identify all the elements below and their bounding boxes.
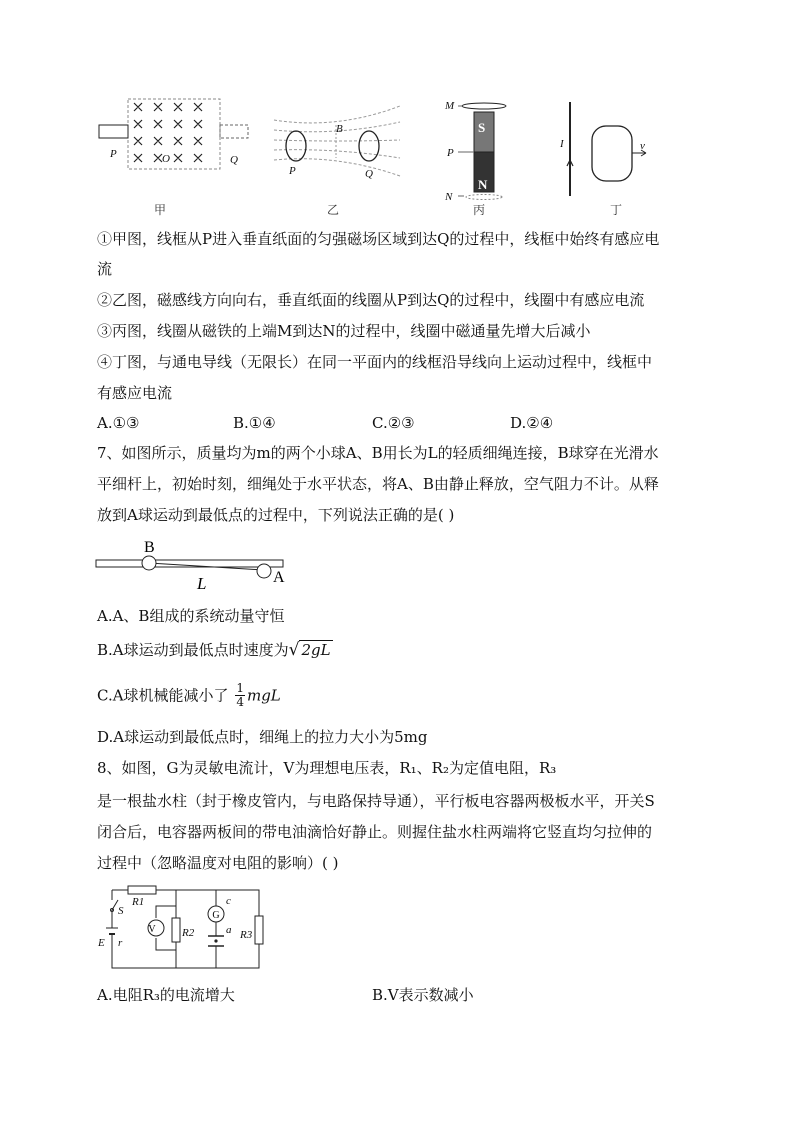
fraction-denominator: 4: [236, 695, 244, 709]
label-Q: Q: [230, 154, 238, 166]
figure-bing: [442, 96, 512, 202]
caption-jia: 甲: [154, 203, 167, 217]
fraction-numerator: 1: [236, 681, 244, 695]
q7-option-d[interactable]: D.A球运动到最低点时，细绳上的拉力大小为5mg: [97, 728, 428, 746]
coil-P: [286, 131, 306, 161]
q7-option-b-text: B.A球运动到最低点时速度为: [97, 641, 289, 659]
ball-A: [257, 564, 271, 578]
label-V: V: [148, 924, 156, 935]
q7-option-b-expr: 2gL: [301, 641, 331, 659]
label-P: P: [447, 147, 454, 159]
label-Q: Q: [365, 168, 373, 180]
oil-drop: [214, 939, 217, 942]
q7-option-b[interactable]: [97, 640, 333, 660]
loop-Q: [220, 125, 248, 138]
coil-M: [462, 103, 506, 109]
caption-yi: 乙: [327, 203, 340, 217]
pole-N: N: [478, 177, 488, 192]
sqrt-icon: √: [288, 640, 300, 660]
label-c: c: [226, 895, 231, 907]
label-r: r: [118, 937, 123, 949]
statement-4: ④丁图，与通电导线（无限长）在同一平面内的线框沿导线向上运动过程中，线框中: [97, 353, 653, 371]
label-I: I: [560, 138, 564, 150]
label-B: B: [336, 123, 343, 135]
caption-ding: 丁: [610, 203, 623, 217]
q7-option-a[interactable]: A.A、B组成的系统动量守恒: [97, 607, 285, 625]
q8-stem-line2: 是一根盐水柱（封于橡皮管内，与电路保持导通），平行板电容器两极板水平，开关S: [97, 792, 655, 810]
label-E: E: [98, 937, 105, 949]
label-a: a: [226, 924, 232, 936]
label-O: O: [162, 153, 170, 165]
statement-3: ③丙图，线圈从磁铁的上端M到达N的过程中，线圈中磁通量先增大后减小: [97, 322, 591, 340]
label-S: S: [118, 905, 124, 917]
q8-option-b[interactable]: B.V表示数减小: [372, 986, 474, 1004]
q8-stem-line1: 8、如图，G为灵敏电流计，V为理想电压表，R₁、R₂为定值电阻，R₃: [97, 759, 557, 777]
q6-option-d[interactable]: D.②④: [510, 414, 554, 432]
q8-stem-line4: 过程中（忽略温度对电阻的影响）( ): [97, 854, 339, 872]
label-P: P: [289, 165, 296, 177]
resistor-R2: [172, 918, 180, 942]
label-B: B: [144, 539, 155, 556]
q8-stem-line3: 闭合后，电容器两板间的带电油滴恰好静止。则握住盐水柱两端将它竖直均匀拉伸的: [97, 823, 653, 841]
label-L: L: [197, 574, 207, 593]
statement-1: ①甲图，线框从P进入垂直纸面的匀强磁场区域到达Q的过程中，线框中始终有感应电: [97, 230, 660, 248]
label-A: A: [273, 569, 285, 586]
q6-option-c[interactable]: C.②③: [372, 414, 415, 432]
figure-jia: [96, 96, 256, 196]
loop-P: [99, 125, 128, 138]
pole-S: S: [478, 120, 486, 135]
q6-option-a[interactable]: A.①③: [97, 414, 140, 432]
q8-option-a[interactable]: A.电阻R₃的电流增大: [97, 986, 235, 1004]
label-R3: R3: [240, 929, 253, 941]
coil-Q: [359, 131, 379, 161]
q7-stem-line3: 放到A球运动到最低点的过程中，下列说法正确的是( ): [97, 506, 455, 524]
label-v: v: [640, 140, 645, 152]
q7-option-c-text: C.A球机械能减小了: [97, 686, 229, 705]
resistor-R1: [128, 886, 156, 894]
resistor-R3: [255, 916, 263, 944]
label-R2: R2: [182, 927, 195, 939]
label-M: M: [445, 100, 455, 112]
statement-1-cont: 流: [97, 260, 113, 278]
statement-2: ②乙图，磁感线方向向右，垂直纸面的线圈从P到达Q的过程中，线圈中有感应电流: [97, 291, 645, 309]
q8-circuit: [94, 880, 274, 975]
q7-figure: [94, 535, 294, 595]
figure-yi: [272, 100, 402, 185]
statement-4-cont: 有感应电流: [97, 384, 173, 402]
caption-bing: 丙: [473, 203, 486, 217]
label-N: N: [445, 191, 453, 202]
q7-stem-line1: 7、如图所示，质量均为m的两个小球A、B用长为L的轻质细绳连接，B球穿在光滑水: [97, 444, 659, 462]
fraction: [235, 682, 245, 709]
label-G: G: [212, 910, 220, 921]
figure-ding: [556, 100, 666, 200]
loop: [592, 126, 632, 181]
q7-stem-line2: 平细杆上，初始时刻，细绳处于水平状态，将A、B由静止释放，空气阻力不计。从释: [97, 475, 659, 493]
label-R1: R1: [132, 896, 145, 908]
q7-option-c[interactable]: [97, 682, 281, 709]
label-P: P: [110, 148, 117, 160]
q7-option-c-expr: mgL: [246, 686, 281, 705]
ball-B: [142, 556, 156, 570]
q6-option-b[interactable]: B.①④: [233, 414, 276, 432]
